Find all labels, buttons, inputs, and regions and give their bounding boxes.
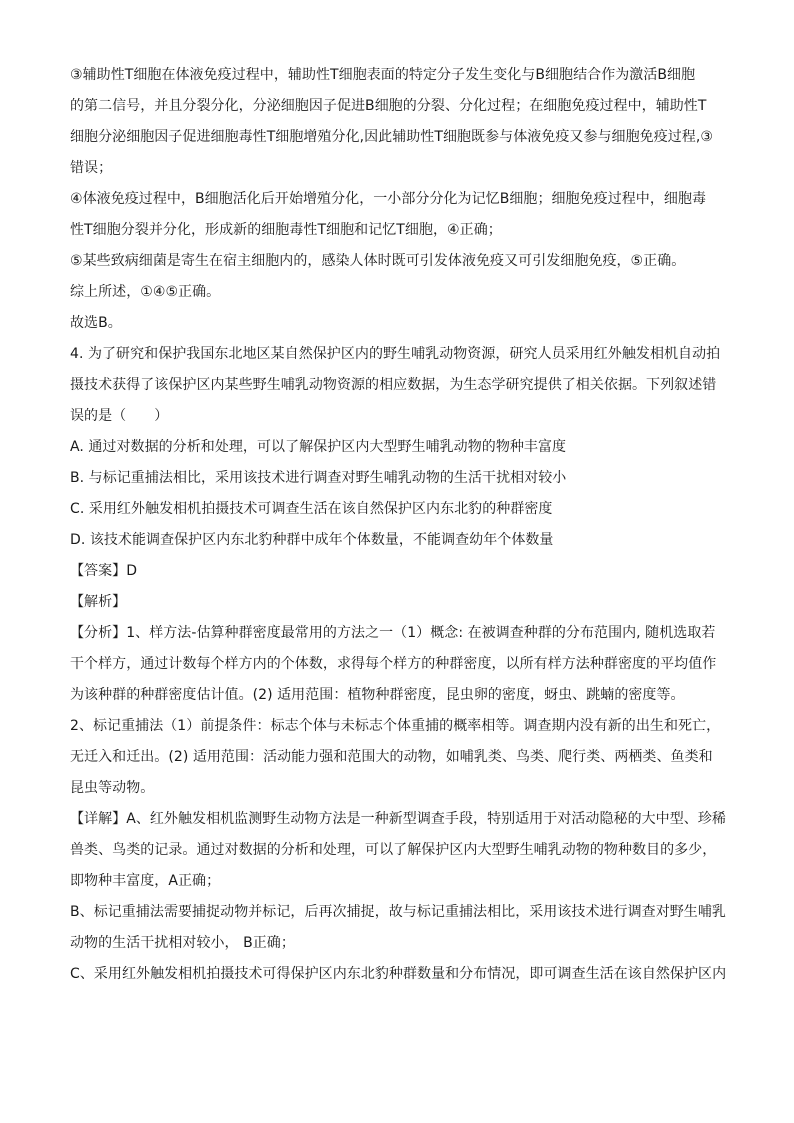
- text-line: 干个样方，通过计数每个样方内的个体数，求得每个样方的种群密度，以所有样方法种群密度的平均值作: [70, 656, 717, 672]
- answer-label: 【答案】D: [70, 563, 138, 579]
- text-line: 细胞分泌细胞因子促进细胞毒性T细胞增殖分化,因此辅助性T细胞既参与体液免疫又参与细胞免疫过程,③: [70, 129, 713, 145]
- text-line: 错误；: [70, 160, 113, 176]
- text-line: 无迁入和迁出。(2) 适用范围：活动能力强和范围大的动物，如哺乳类、鸟类、爬行类、两栖类、鱼类和: [70, 749, 713, 765]
- choice-line: 故选B。: [70, 315, 122, 331]
- text-line: 性T细胞分裂并分化，形成新的细胞毒性T细胞和记忆T细胞，④正确；: [70, 222, 502, 238]
- option-b: B. 与标记重捕法相比，采用该技术进行调查对野生哺乳动物的生活干扰相对较小: [70, 470, 567, 486]
- option-a: A. 通过对数据的分析和处理，可以了解保护区内大型野生哺乳动物的物种丰富度: [70, 439, 567, 455]
- option-c: C. 采用红外触发相机拍摄技术可调查生活在该自然保护区内东北豹的种群密度: [70, 501, 553, 517]
- text-line: 【详解】A、红外触发相机监测野生动物方法是一种新型调查手段，特别适用于对活动隐秘的大中型、珍稀: [70, 811, 726, 827]
- text-line: 2、标记重捕法（1）前提条件：标志个体与未标志个体重捕的概率相等。调查期内没有新的出生和死亡，: [70, 718, 721, 734]
- question-stem: 4. 为了研究和保护我国东北地区某自然保护区内的野生哺乳动物资源，研究人员采用红外触发相机自动拍: [70, 346, 721, 362]
- text-line: 为该种群的种群密度估计值。(2) 适用范围：植物种群密度，昆虫卵的密度，蚜虫、跳蝻的密度等。: [70, 687, 685, 703]
- question-stem: 摄技术获得了该保护区内某些野生哺乳动物资源的相应数据，为生态学研究提供了相关依据。下列叙述错: [70, 377, 717, 393]
- analysis-label: 【解析】: [70, 594, 127, 610]
- text-line: 【分析】1、样方法-估算种群密度最常用的方法之一（1）概念: 在被调查种群的分布范围内, 随机选取若: [70, 625, 716, 641]
- text-line: ④体液免疫过程中，B细胞活化后开始增殖分化，一小部分分化为记忆B细胞；细胞免疫过程中，细胞毒: [70, 191, 707, 207]
- text-line: 的第二信号，并且分裂分化，分泌细胞因子促进B细胞的分裂、分化过程；在细胞免疫过程中，辅助性T: [70, 98, 707, 114]
- summary-line: 综上所述，①④⑤正确。: [70, 284, 221, 300]
- text-line: C、采用红外触发相机拍摄技术可得保护区内东北豹种群数量和分布情况，即可调查生活在该自然保护区内: [70, 966, 727, 982]
- text-line: ③辅助性T细胞在体液免疫过程中，辅助性T细胞表面的特定分子发生变化与B细胞结合作为激活B细胞: [70, 67, 696, 83]
- question-stem: 误的是（ ）: [70, 408, 169, 424]
- text-line: 兽类、鸟类的记录。通过对数据的分析和处理，可以了解保护区内大型野生哺乳动物的物种数目的多少，: [70, 842, 717, 858]
- text-line: 即物种丰富度，A正确；: [70, 873, 221, 889]
- text-line: ⑤某些致病细菌是寄生在宿主细胞内的，感染人体时既可引发体液免疫又可引发细胞免疫，⑤正确。: [70, 253, 686, 269]
- option-d: D. 该技术能调查保护区内东北豹种群中成年个体数量，不能调查幼年个体数量: [70, 532, 554, 548]
- text-line: 动物的生活干扰相对较小， B正确；: [70, 935, 295, 951]
- text-line: 昆虫等动物。: [70, 780, 155, 796]
- text-line: B、标记重捕法需要捕捉动物并标记，后再次捕捉，故与标记重捕法相比，采用该技术进行调查对野生哺乳: [70, 904, 726, 920]
- document-page: [70, 60, 730, 990]
